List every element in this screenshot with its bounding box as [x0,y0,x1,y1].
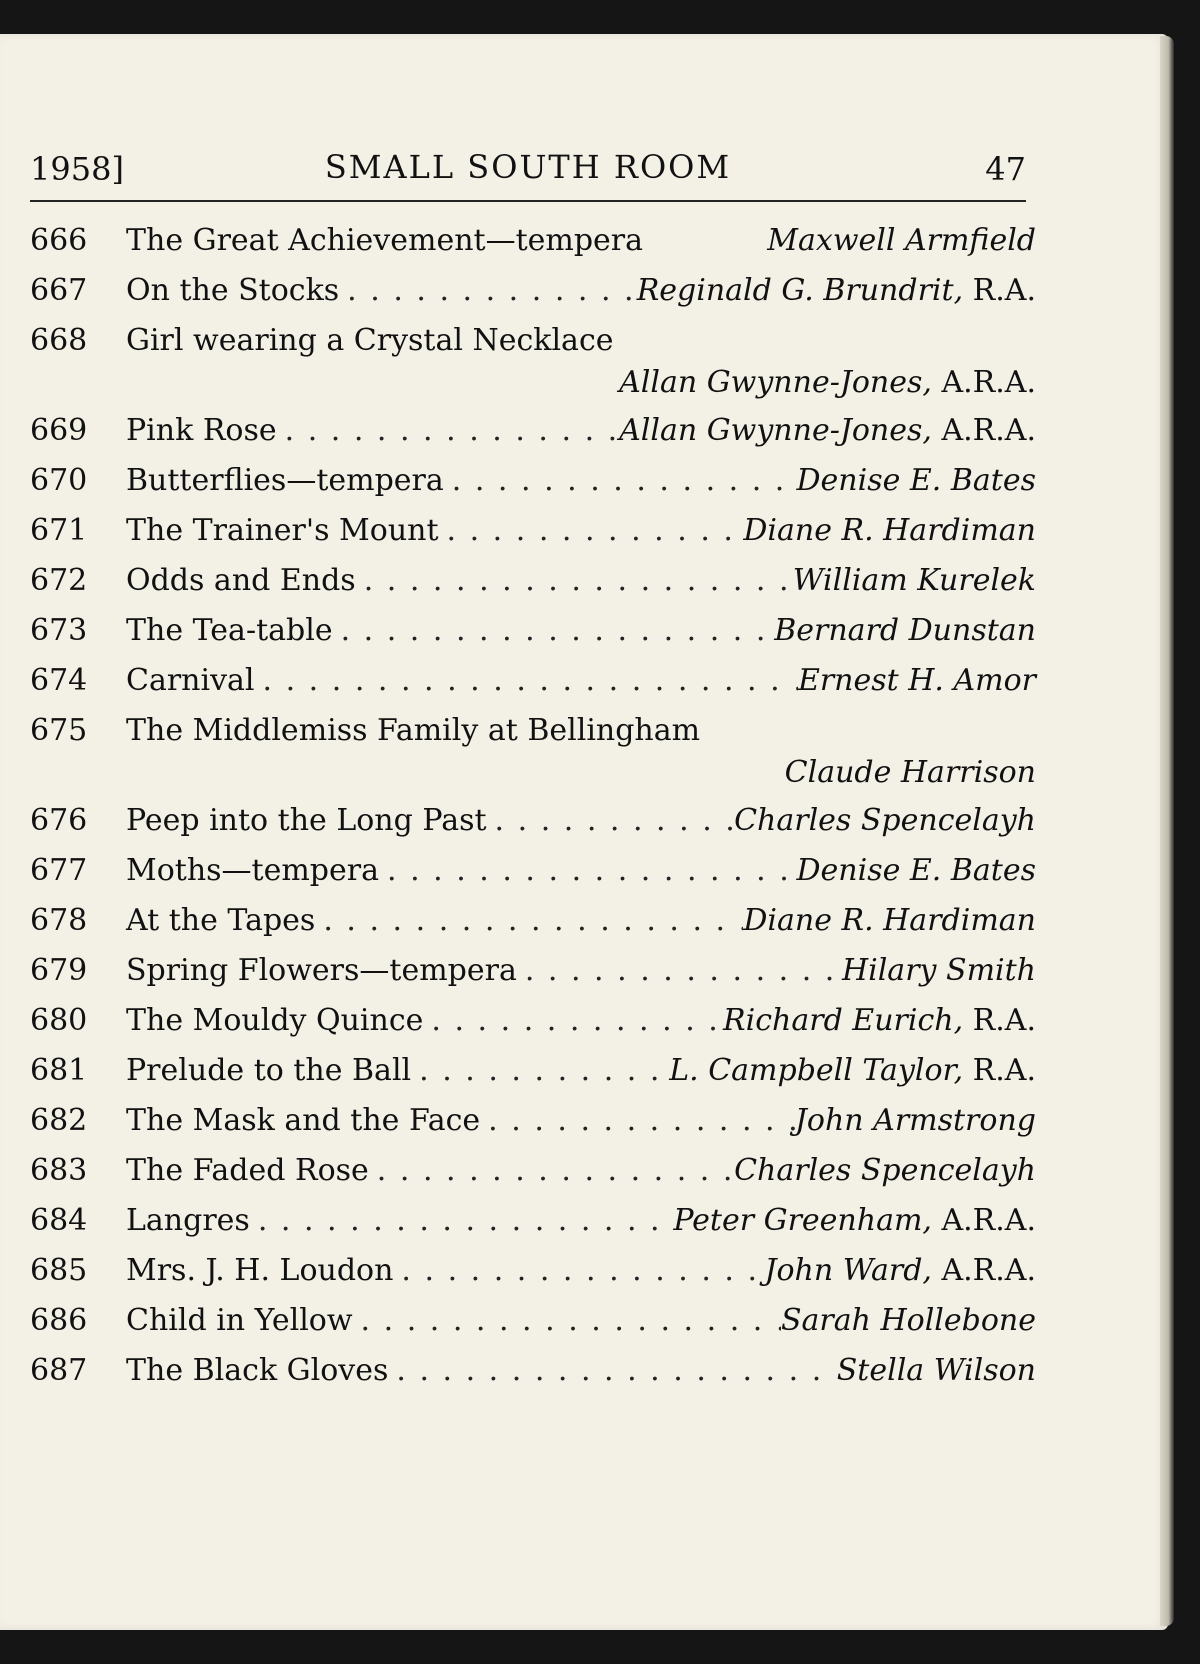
entry-number: 679 [30,953,88,988]
header-room-title: SMALL SOUTH ROOM [324,148,732,186]
leader-dots [439,506,744,556]
entry-number: 667 [30,273,88,308]
artist-name: Charles Spencelayh [734,803,1036,838]
catalogue-entry [30,706,1036,792]
artist-name: Richard Eurich, [723,1003,964,1038]
artist-name: Reginald G. Brundrit, [636,273,964,308]
catalogue-entry [30,1046,1036,1096]
artist-name: Maxwell Armfield [767,223,1036,258]
artist-name: Allan Gwynne-Jones, [619,413,932,448]
catalogue-entry [30,216,1036,266]
leader-dots [411,1046,669,1096]
running-header [30,142,1026,192]
leader-dots [517,946,842,996]
leader-dots [356,556,793,606]
artist-suffix: R.A. [963,1053,1036,1088]
entry-title: The Black Gloves [126,1353,389,1388]
entry-number: 676 [30,803,88,838]
entry-artist [30,364,1036,402]
entry-title: The Middlemiss Family at Bellingham [126,713,701,748]
entry-title: Moths—tempera [126,853,379,888]
entry-artist [637,266,1036,316]
entry-artist [743,506,1036,556]
artist-name: Hilary Smith [841,953,1036,988]
entry-title: Girl wearing a Crystal Necklace [126,323,614,358]
catalogue-entry [30,1296,1036,1346]
entry-number: 678 [30,903,88,938]
artist-name: Peter Greenham, [673,1203,932,1238]
artist-suffix: R.A. [963,273,1036,308]
entry-title: The Tea-table [126,613,333,648]
catalogue-entry [30,846,1036,896]
leader-dots [480,1096,795,1146]
catalogue-entry [30,406,1036,456]
leader-dots [423,996,723,1046]
catalogue-entry [30,1196,1036,1246]
artist-name: Claude Harrison [784,755,1036,790]
leader-dots [393,1246,764,1296]
artist-name: Charles Spencelayh [734,1153,1036,1188]
header-rule [30,200,1026,202]
leader-dots [444,456,797,506]
entry-title: Odds and Ends [126,563,356,598]
entry-number: 669 [30,413,88,448]
artist-name: Diane R. Hardiman [743,903,1036,938]
entry-artist [793,556,1036,606]
entry-artist [767,216,1036,266]
leader-dots [250,1196,674,1246]
entry-number: 672 [30,563,88,598]
entry-artist [619,406,1036,456]
page-number: 47 [985,150,1026,188]
entry-artist [837,1346,1036,1396]
catalogue-entry [30,506,1036,556]
artist-name: Stella Wilson [836,1353,1036,1388]
entry-title: Prelude to the Ball [126,1053,412,1088]
artist-suffix: A.R.A. [931,1253,1036,1288]
artist-suffix: A.R.A. [931,365,1036,400]
entry-artist [673,1196,1036,1246]
catalogue-entry [30,606,1036,656]
leader-dots [277,406,619,456]
entry-artist [842,946,1036,996]
catalogue-entry [30,266,1036,316]
leader-dots [369,1146,734,1196]
entry-number: 675 [30,713,88,748]
entry-artist [796,456,1036,506]
entry-artist [743,896,1036,946]
entry-title: The Mask and the Face [126,1103,481,1138]
artist-suffix: A.R.A. [931,413,1036,448]
catalogue-entry [30,456,1036,506]
artist-name: John Ward, [764,1253,932,1288]
catalogue-entry [30,946,1036,996]
entry-artist [798,656,1036,706]
catalogue-entry [30,996,1036,1046]
entry-title: At the Tapes [126,903,316,938]
catalogue-entry [30,1146,1036,1196]
entry-artist [734,796,1036,846]
leader-dots [379,846,796,896]
entry-number: 682 [30,1103,88,1138]
leader-dots [353,1296,781,1346]
entry-title: Mrs. J. H. Loudon [126,1253,394,1288]
entry-artist [734,1146,1036,1196]
artist-name: Sarah Hollebone [780,1303,1036,1338]
entry-title: Spring Flowers—tempera [126,953,517,988]
catalogue-entry [30,796,1036,846]
artist-name: Ernest H. Amor [797,663,1036,698]
catalogue-entry [30,896,1036,946]
leader-dots [388,1346,836,1396]
artist-suffix: A.R.A. [931,1203,1036,1238]
artist-name: Denise E. Bates [796,463,1036,498]
artist-suffix: R.A. [963,1003,1036,1038]
entry-number: 687 [30,1353,88,1388]
entry-title: Langres [126,1203,250,1238]
header-year: 1958] [30,150,124,188]
entry-number: 683 [30,1153,88,1188]
leader-dots [315,896,743,946]
artist-name: Bernard Dunstan [774,613,1036,648]
artist-name: Denise E. Bates [796,853,1036,888]
entry-title: Pink Rose [126,413,277,448]
entry-number: 680 [30,1003,88,1038]
entry-number: 670 [30,463,88,498]
entry-title: Carnival [126,663,255,698]
entry-artist [723,996,1036,1046]
entry-number: 674 [30,663,88,698]
entry-title: The Faded Rose [126,1153,369,1188]
entry-title: On the Stocks [126,273,340,308]
entry-artist [764,1246,1036,1296]
catalogue-entry [30,316,1036,402]
entry-number: 686 [30,1303,88,1338]
page-edge [1160,36,1174,1626]
catalogue-entry [30,556,1036,606]
entry-number: 677 [30,853,88,888]
entry-number: 684 [30,1203,88,1238]
leader-dots [333,606,775,656]
leader-dots [339,266,637,316]
catalogue-entry [30,1346,1036,1396]
entry-number: 673 [30,613,88,648]
leader-dots [487,796,735,846]
entry-number: 668 [30,323,88,358]
entry-artist [795,1096,1036,1146]
catalogue-entry [30,1096,1036,1146]
entry-title: Peep into the Long Past [126,803,487,838]
entry-artist [669,1046,1036,1096]
entry-artist [30,754,1036,792]
entry-artist [796,846,1036,896]
artist-name: Diane R. Hardiman [743,513,1036,548]
artist-name: John Armstrong [794,1103,1036,1138]
entry-number: 671 [30,513,88,548]
entry-title: The Great Achievement—tempera [126,223,644,258]
catalogue-entry [30,656,1036,706]
entry-artist [774,606,1036,656]
leader-dots [255,656,798,706]
entry-number: 681 [30,1053,88,1088]
entry-title: The Trainer's Mount [126,513,439,548]
entry-artist [781,1296,1036,1346]
entry-number: 685 [30,1253,88,1288]
entry-number: 666 [30,223,88,258]
artist-name: L. Campbell Taylor, [669,1053,964,1088]
entry-title: Butterflies—tempera [126,463,444,498]
entry-title: Child in Yellow [126,1303,353,1338]
catalogue-entries [30,216,1036,1396]
artist-name: William Kurelek [792,563,1036,598]
entry-title: The Mouldy Quince [126,1003,424,1038]
catalogue-entry [30,1246,1036,1296]
artist-name: Allan Gwynne-Jones, [619,365,932,400]
